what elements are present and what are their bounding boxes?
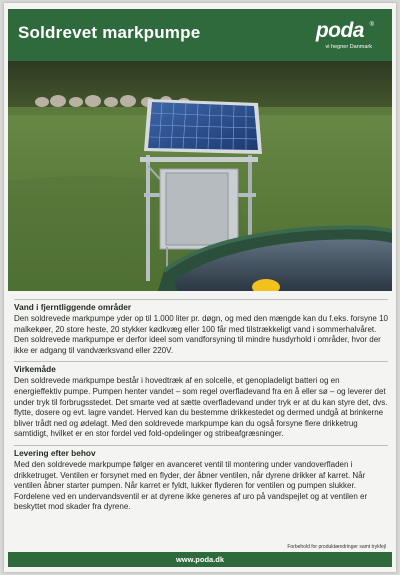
product-photo — [8, 61, 392, 291]
section-heading: Virkemåde — [14, 361, 388, 375]
logo-wordmark: poda — [315, 19, 364, 42]
website-link[interactable]: www.poda.dk — [175, 555, 225, 564]
section-remote-areas — [14, 299, 388, 356]
section-heading: Levering efter behov — [14, 445, 388, 459]
poda-logo — [298, 19, 378, 55]
solar-pump-field-image — [8, 61, 392, 291]
footer-banner — [8, 552, 392, 567]
section-body: Den soldrevede markpumpe består i hovedtræk af en solcelle, et genopladeligt batteri og en energieffektiv pumpe. Pumpen henter vandet – som regel overfladevand fra en å eller sø – og leverer det under tryk til forbrugsstedet. Det smarte ved at sætte overfladevand under tryk er at du kan styre det, dvs. flytte, dosere og evt. lagre vandet. Herved kan du bestemme drikkestedet og dermed undgå at brinkerne bliver trådt ned og ødelagt. Med den soldrevede markpumpe kan du også forsyne flere drikketrug samtidigt, hvilket er en stor fordel ved fold-opdelinger og stribeafgræsninger. — [14, 376, 388, 439]
article-content — [14, 299, 388, 518]
section-delivery — [14, 445, 388, 513]
logo-tagline: vi hegner Danmark — [325, 44, 372, 50]
section-body: Med den soldrevede markpumpe følger en avanceret ventil til montering under vandoverfladen i drikketruget. Ventilen er forsynet med en flyder, der åbner ventilen, når dyrene drikker af karret. Når ventilen åbner starter pumpen. Når karret er fyldt, lukker flyderen for ventilen og pumpen slukker. Fordelene ved en undervandsventil er at dyrene ikke generes af uro på vandspejlet og at ventilen er beskyttet mod skader fra dyrene. — [14, 459, 368, 512]
page-title: Soldrevet markpumpe — [18, 23, 201, 42]
registered-mark: ® — [369, 22, 374, 28]
section-operation — [14, 361, 388, 440]
header-banner — [8, 9, 392, 61]
flyer-page — [4, 3, 396, 572]
section-heading: Vand i fjerntliggende områder — [14, 299, 388, 313]
solar-panel — [144, 99, 262, 154]
disclaimer-note: Forbehold for produktændringer samt trykfejl — [287, 544, 386, 550]
section-body: Den soldrevede markpumpe yder op til 1.000 liter pr. døgn, og med den mængde kan du f.eks. forsyne 10 malkekøer, 20 store heste, 20 stykker kødkvæg eller 100 får med tilstrækkeligt vand i sommerhalvåret. Den soldrevede markpumpe er derfor ideel som vandforsyning til mindre husdyrhold i områder, hvor der ikke er adgang til vandværksvand eller 220V. — [14, 314, 388, 355]
